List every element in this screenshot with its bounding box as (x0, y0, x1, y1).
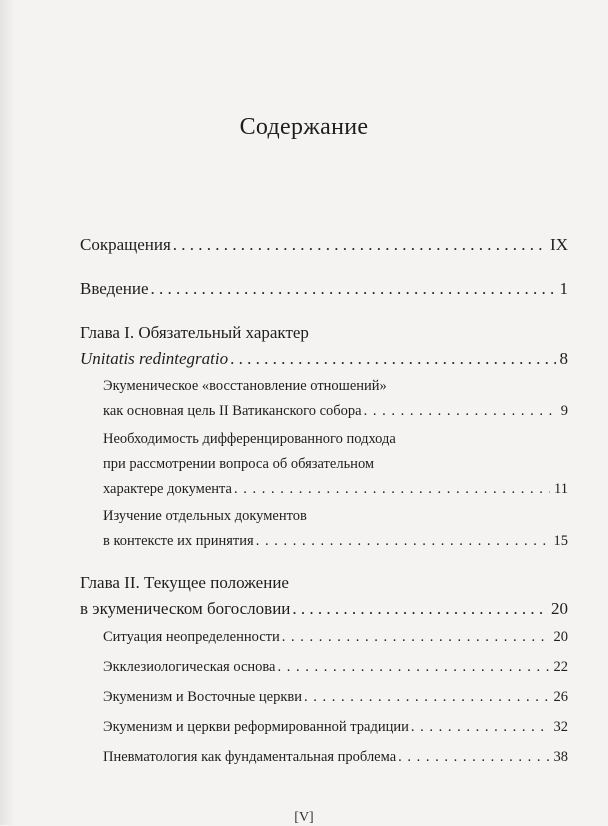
toc-page-number: 11 (554, 481, 568, 497)
toc-entry-label: Изучение отдельных документов (103, 508, 307, 524)
toc-entry-label: Экуменическое «восстановление отношений» (103, 378, 387, 394)
toc-page-number: 38 (553, 749, 568, 765)
toc-entry-section-1-3[interactable] (103, 504, 568, 554)
leader-dots (277, 655, 549, 680)
toc-entry-chapter-1[interactable] (80, 320, 568, 372)
toc-entry-section-2-4[interactable] (103, 715, 568, 740)
toc-entry-label: Экклезиологическая основа (103, 659, 276, 675)
toc-entry-label: Ситуация неопределенности (103, 629, 280, 645)
toc-page-number: 9 (560, 403, 568, 419)
toc-entry-label: Введение (80, 279, 149, 298)
toc-entry-section-1-2[interactable] (103, 427, 568, 502)
toc-entry-label: Глава II. Текущее положение (80, 573, 289, 592)
toc-entry-label: в контексте их принятия (103, 533, 254, 549)
toc-page-number: IX (550, 235, 568, 254)
toc-entry-label: Сокращения (80, 235, 171, 254)
leader-dots (282, 625, 550, 650)
page-title: Содержание (239, 114, 369, 140)
toc-entry-section-1-1[interactable] (103, 374, 568, 424)
toc-entry-chapter-2[interactable] (80, 570, 568, 622)
leader-dots (151, 276, 556, 302)
toc-entry-label: при рассмотрении вопроса об обязательном (103, 456, 375, 472)
toc-entry-introduction[interactable] (80, 276, 568, 302)
toc-entry-label: Пневматология как фундаментальная проблема (103, 749, 397, 765)
leader-dots (398, 745, 549, 770)
leader-dots (411, 715, 550, 740)
toc-entry-abbreviations[interactable] (80, 232, 568, 258)
toc-page-number: 26 (553, 689, 568, 705)
toc-entry-label: Необходимость дифференцированного подхода (103, 431, 396, 447)
toc-entry-section-2-1[interactable] (103, 625, 568, 650)
toc-page-number: 15 (553, 533, 568, 549)
leader-dots (304, 685, 550, 710)
toc-page-number: 20 (551, 599, 568, 618)
toc-entry-label: как основная цель II Ватиканского собора (103, 403, 362, 419)
leader-dots (364, 399, 557, 424)
leader-dots (230, 346, 555, 372)
toc-page-number: 32 (553, 719, 568, 735)
toc-page-number: 8 (559, 349, 568, 368)
toc-page-number: 22 (553, 659, 568, 675)
page-folio: [V] (294, 810, 314, 825)
leader-dots (173, 232, 546, 258)
leader-dots (234, 477, 550, 502)
toc-page-number: 1 (559, 279, 568, 298)
toc-entry-label: Глава I. Обязательный характер (80, 323, 309, 342)
toc-entry-section-2-3[interactable] (103, 685, 568, 710)
toc-entry-label: Экуменизм и Восточные церкви (103, 689, 302, 705)
leader-dots (256, 529, 550, 554)
toc-page-number: 20 (553, 629, 568, 645)
toc-entry-section-2-2[interactable] (103, 655, 568, 680)
toc-entry-label: Экуменизм и церкви реформированной традиции (103, 719, 409, 735)
toc-entry-section-2-5[interactable] (103, 745, 568, 770)
toc-entry-label: в экуменическом богословии (80, 599, 291, 618)
leader-dots (292, 596, 547, 622)
toc-entry-label: Unitatis redintegratio (80, 349, 229, 368)
toc-entry-label: характере документа (103, 481, 232, 497)
